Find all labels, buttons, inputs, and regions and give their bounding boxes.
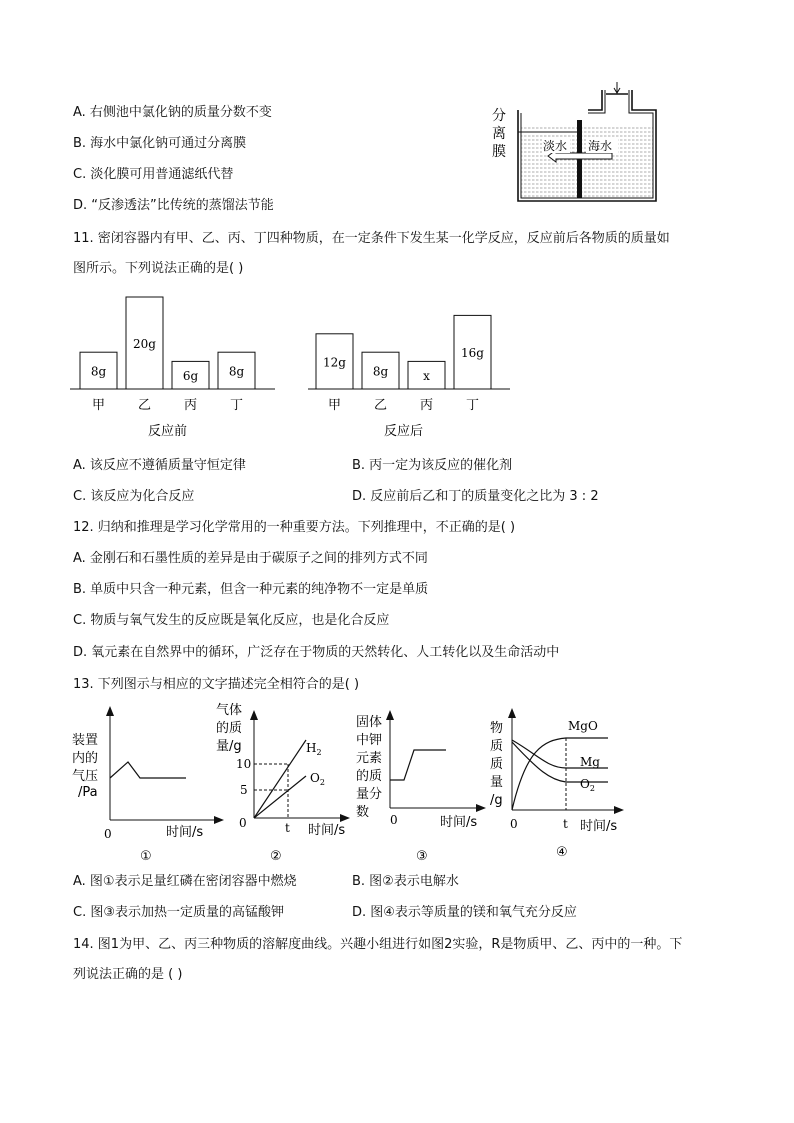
svg-text:t: t bbox=[285, 821, 290, 835]
svg-text:的质: 的质 bbox=[216, 721, 243, 736]
svg-text:O2: $O_2$ bbox=[580, 777, 595, 793]
q11-option-d: D. 反应前后乙和丁的质量变化之比为 3 : 2 bbox=[352, 489, 599, 504]
q11-bar-charts bbox=[70, 285, 530, 445]
svg-text:H2: $H_2$ bbox=[306, 741, 322, 757]
before-category-1: 甲 bbox=[91, 398, 106, 413]
q11-option-b: B. 丙一定为该反应的催化剂 bbox=[352, 458, 513, 473]
q12-option-c: C. 物质与氧气发生的反应既是氧化反应，也是化合反应 bbox=[73, 613, 390, 628]
before-category-2: 乙 bbox=[137, 398, 152, 413]
q10-option-a: A. 右侧池中氯化钠的质量分数不变 bbox=[73, 105, 272, 120]
svg-text:0: 0 bbox=[239, 816, 247, 830]
after-caption: 反应后 bbox=[384, 424, 424, 439]
svg-text:Mg: Mg bbox=[580, 755, 600, 769]
svg-text:时间/s: 时间/s bbox=[580, 819, 618, 834]
svg-text:④: ④ bbox=[556, 845, 568, 860]
svg-text:/g: /g bbox=[490, 793, 503, 808]
svg-text:的质: 的质 bbox=[356, 769, 383, 784]
q12-option-b: B. 单质中只含一种元素，但含一种元素的纯净物不一定是单质 bbox=[73, 582, 429, 597]
q13-option-c: C. 图③表示加热一定质量的高锰酸钾 bbox=[73, 905, 284, 920]
svg-text:②: ② bbox=[270, 849, 282, 864]
after-category-2: 乙 bbox=[373, 398, 388, 413]
svg-text:质: 质 bbox=[490, 757, 504, 772]
svg-text:O2: $O_2$ bbox=[310, 771, 325, 787]
svg-text:①: ① bbox=[140, 849, 152, 864]
before-category-4: 丁 bbox=[229, 398, 244, 413]
q12-option-a: A. 金刚石和石墨性质的差异是由于碳原子之间的排列方式不同 bbox=[73, 551, 428, 566]
fresh-water-label: 淡水 bbox=[543, 139, 568, 153]
graph-4 bbox=[490, 708, 624, 860]
q10-option-b: B. 海水中氯化钠可通过分离膜 bbox=[73, 136, 247, 151]
after-category-3: 丙 bbox=[419, 398, 434, 413]
svg-text:元素: 元素 bbox=[356, 751, 383, 766]
q11-option-c: C. 该反应为化合反应 bbox=[73, 489, 195, 504]
graph-2 bbox=[216, 702, 350, 864]
before-bar-label-3: 6g bbox=[182, 369, 199, 384]
before-bar-label-1: 8g bbox=[90, 364, 107, 379]
side-label-2: 离 bbox=[492, 126, 506, 142]
graph-3 bbox=[356, 710, 486, 864]
potassium-curve bbox=[390, 750, 446, 780]
svg-text:气压: 气压 bbox=[72, 769, 99, 784]
q13-option-b: B. 图②表示电解水 bbox=[352, 874, 459, 889]
q14-stem-line1: 14. 图1为甲、乙、丙三种物质的溶解度曲线。兴趣小组进行如图2实验，R是物质甲、乙、丙中的一种。下 bbox=[73, 937, 683, 952]
q10-option-d: D. “反渗透法”比传统的蒸馏法节能 bbox=[73, 198, 274, 213]
osmosis-tank-figure bbox=[488, 82, 668, 206]
o2-line bbox=[254, 776, 306, 818]
svg-text:0: 0 bbox=[510, 817, 518, 831]
q10-option-c: C. 淡化膜可用普通滤纸代替 bbox=[73, 167, 234, 182]
after-category-4: 丁 bbox=[465, 398, 480, 413]
side-label-1: 分 bbox=[492, 108, 506, 124]
svg-text:0: 0 bbox=[104, 827, 112, 841]
graph-1 bbox=[72, 706, 224, 864]
q13-stem: 13. 下列图示与相应的文字描述完全相符合的是( ) bbox=[73, 677, 360, 692]
svg-text:③: ③ bbox=[416, 849, 428, 864]
before-bar-label-2: 20g bbox=[133, 337, 156, 351]
svg-text:量/g: 量/g bbox=[216, 739, 242, 754]
svg-text:量: 量 bbox=[490, 775, 504, 790]
svg-text:物: 物 bbox=[490, 721, 504, 736]
svg-text:MgO: MgO bbox=[568, 719, 598, 733]
svg-text:数: 数 bbox=[356, 805, 370, 820]
after-bar-label-2: 8g bbox=[372, 364, 389, 379]
q11-stem-line1: 11. 密闭容器内有甲、乙、丙、丁四种物质，在一定条件下发生某一化学反应，反应前后各物质的质量如 bbox=[73, 231, 670, 246]
svg-text:量分: 量分 bbox=[356, 787, 383, 802]
svg-text:/Pa: /Pa bbox=[78, 785, 98, 800]
svg-text:中钾: 中钾 bbox=[356, 733, 383, 748]
q11-option-a: A. 该反应不遵循质量守恒定律 bbox=[73, 458, 246, 473]
svg-text:时间/s: 时间/s bbox=[440, 815, 478, 830]
svg-text:气体: 气体 bbox=[216, 703, 243, 718]
after-bar-label-1: 12g bbox=[323, 355, 346, 370]
svg-text:质: 质 bbox=[490, 739, 504, 754]
svg-text:0: 0 bbox=[390, 813, 398, 827]
svg-text:时间/s: 时间/s bbox=[308, 823, 346, 838]
q12-stem: 12. 归纳和推理是学习化学常用的一种重要方法。下列推理中，不正确的是( ) bbox=[73, 520, 516, 535]
svg-text:t: t bbox=[563, 817, 568, 831]
after-category-1: 甲 bbox=[327, 398, 342, 413]
q13-graphs bbox=[68, 700, 628, 868]
before-category-3: 丙 bbox=[183, 398, 198, 413]
h2-line bbox=[254, 740, 306, 818]
svg-text:10: 10 bbox=[236, 757, 252, 771]
q14-stem-line2: 列说法正确的是 ( ) bbox=[73, 967, 183, 982]
q13-option-d: D. 图④表示等质量的镁和氧气充分反应 bbox=[352, 905, 577, 920]
svg-text:装置: 装置 bbox=[72, 733, 99, 748]
seawater-label: 海水 bbox=[588, 139, 613, 153]
svg-text:5: 5 bbox=[240, 783, 248, 797]
before-bar-label-4: 8g bbox=[228, 364, 245, 379]
q12-option-d: D. 氧元素在自然界中的循环，广泛存在于物质的天然转化、人工转化以及生命活动中 bbox=[73, 645, 560, 660]
before-caption: 反应前 bbox=[148, 424, 188, 439]
pressure-curve bbox=[110, 762, 186, 778]
after-bar-label-3: x bbox=[423, 369, 430, 384]
svg-text:时间/s: 时间/s bbox=[166, 825, 204, 840]
side-label-3: 膜 bbox=[492, 144, 506, 160]
q11-stem-line2: 图所示。下列说法正确的是( ) bbox=[73, 261, 244, 276]
svg-text:内的: 内的 bbox=[72, 751, 99, 766]
svg-text:固体: 固体 bbox=[356, 715, 383, 730]
q13-option-a: A. 图①表示足量红磷在密闭容器中燃烧 bbox=[73, 874, 297, 889]
after-bar-label-4: 16g bbox=[461, 346, 484, 361]
